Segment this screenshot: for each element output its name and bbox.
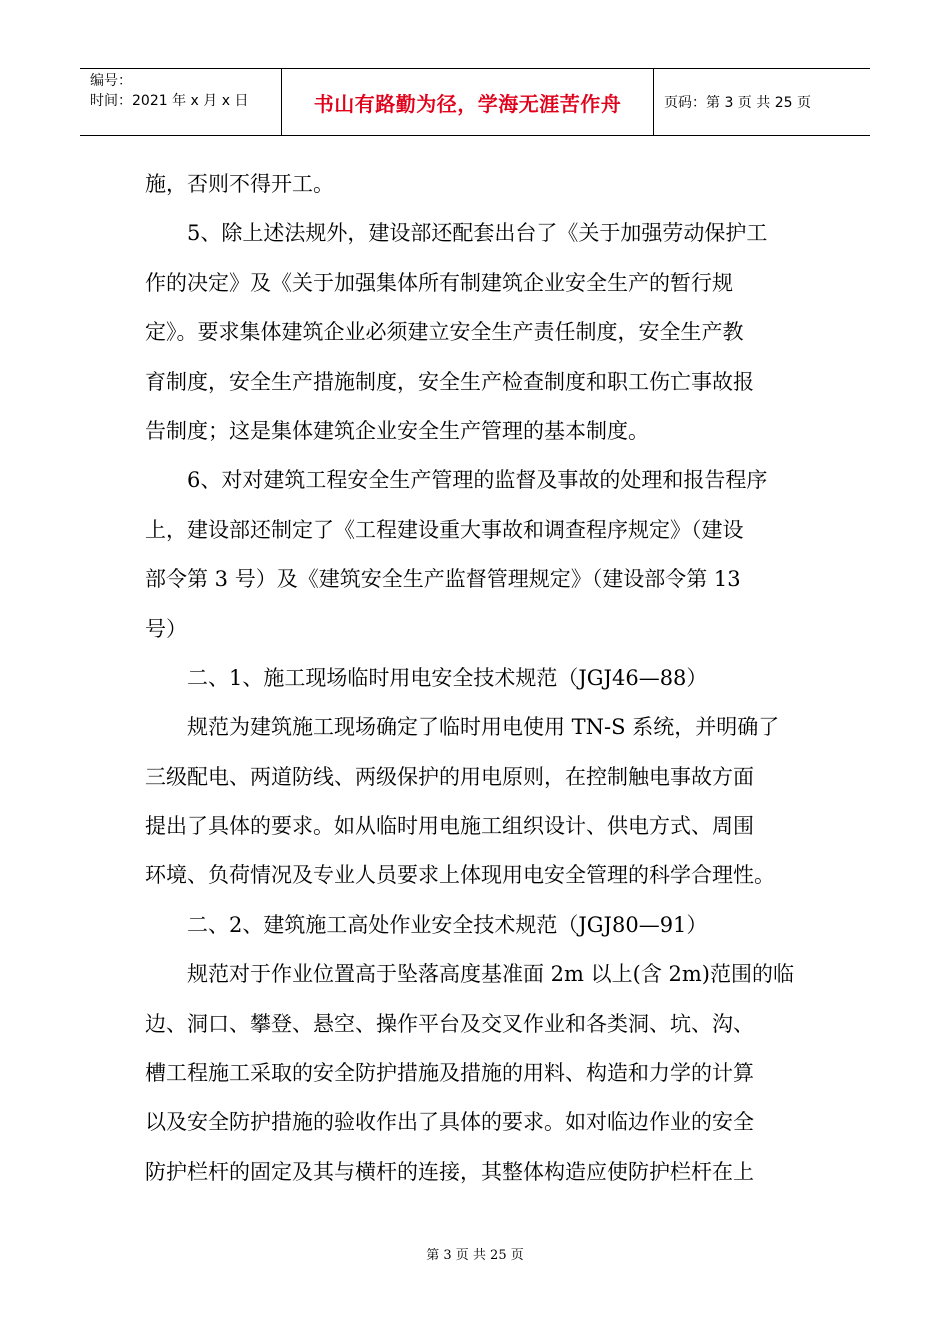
body-line: 告制度；这是集体建筑企业安全生产管理的基本制度。 bbox=[145, 418, 649, 443]
body-line: 上，建设部还制定了《工程建设重大事故和调查程序规定》（建设 bbox=[145, 517, 744, 542]
body-line: 提出了具体的要求。如从临时用电施工组织设计、供电方式、周围 bbox=[145, 814, 754, 839]
body-line: 环境、负荷情况及专业人员要求上体现用电安全管理的科学合理性。 bbox=[145, 863, 775, 888]
document-body bbox=[145, 160, 810, 1197]
body-line: 部令第 3 号）及《建筑安全生产监督管理规定》（建设部令第 13 bbox=[145, 567, 741, 592]
body-line: 号） bbox=[145, 616, 187, 641]
body-line: 三级配电、两道防线、两级保护的用电原则，在控制触电事故方面 bbox=[145, 764, 754, 789]
body-line: 二、2、建筑施工高处作业安全技术规范（JGJ80—91） bbox=[145, 912, 708, 937]
body-line: 规范对于作业位置高于坠落高度基准面 2m 以上(含 2m)范围的临 bbox=[145, 962, 794, 987]
body-line: 边、洞口、攀登、悬空、操作平台及交叉作业和各类洞、坑、沟、 bbox=[145, 1011, 754, 1036]
body-line: 育制度，安全生产措施制度，安全生产检查制度和职工伤亡事故报 bbox=[145, 369, 754, 394]
body-line: 作的决定》及《关于加强集体所有制建筑企业安全生产的暂行规 bbox=[145, 270, 733, 295]
body-line: 防护栏杆的固定及其与横杆的连接，其整体构造应使防护栏杆在上 bbox=[145, 1159, 754, 1184]
footer-page-number: 第 3 页 共 25 页 bbox=[426, 1248, 524, 1263]
body-line: 二、1、施工现场临时用电安全技术规范（JGJ46—88） bbox=[145, 665, 708, 690]
body-line: 施，否则不得开工。 bbox=[145, 172, 334, 196]
number-label: 编号： bbox=[90, 73, 132, 89]
page-header bbox=[80, 68, 870, 136]
page-info-text: 页码：第 3 页 共 25 页 bbox=[664, 95, 811, 111]
header-motto-cell bbox=[282, 69, 654, 135]
header-meta bbox=[80, 69, 282, 135]
body-line: 定》。要求集体建筑企业必须建立安全生产责任制度，安全生产教 bbox=[145, 320, 744, 345]
time-label: 时间：2021 年 x 月 x 日 bbox=[90, 93, 249, 109]
body-line: 规范为建筑施工现场确定了临时用电使用 TN-S 系统，并明确了 bbox=[145, 715, 780, 740]
body-line: 6、对对建筑工程安全生产管理的监督及事故的处理和报告程序 bbox=[145, 468, 768, 493]
motto-text: 书山有路勤为径，学海无涯苦作舟 bbox=[313, 91, 622, 116]
page-footer bbox=[0, 1244, 950, 1263]
header-page-info bbox=[654, 69, 870, 135]
body-line: 5、除上述法规外，建设部还配套出台了《关于加强劳动保护工 bbox=[145, 221, 768, 246]
body-line: 槽工程施工采取的安全防护措施及措施的用料、构造和力学的计算 bbox=[145, 1061, 754, 1086]
body-line: 以及安全防护措施的验收作出了具体的要求。如对临边作业的安全 bbox=[145, 1110, 754, 1135]
